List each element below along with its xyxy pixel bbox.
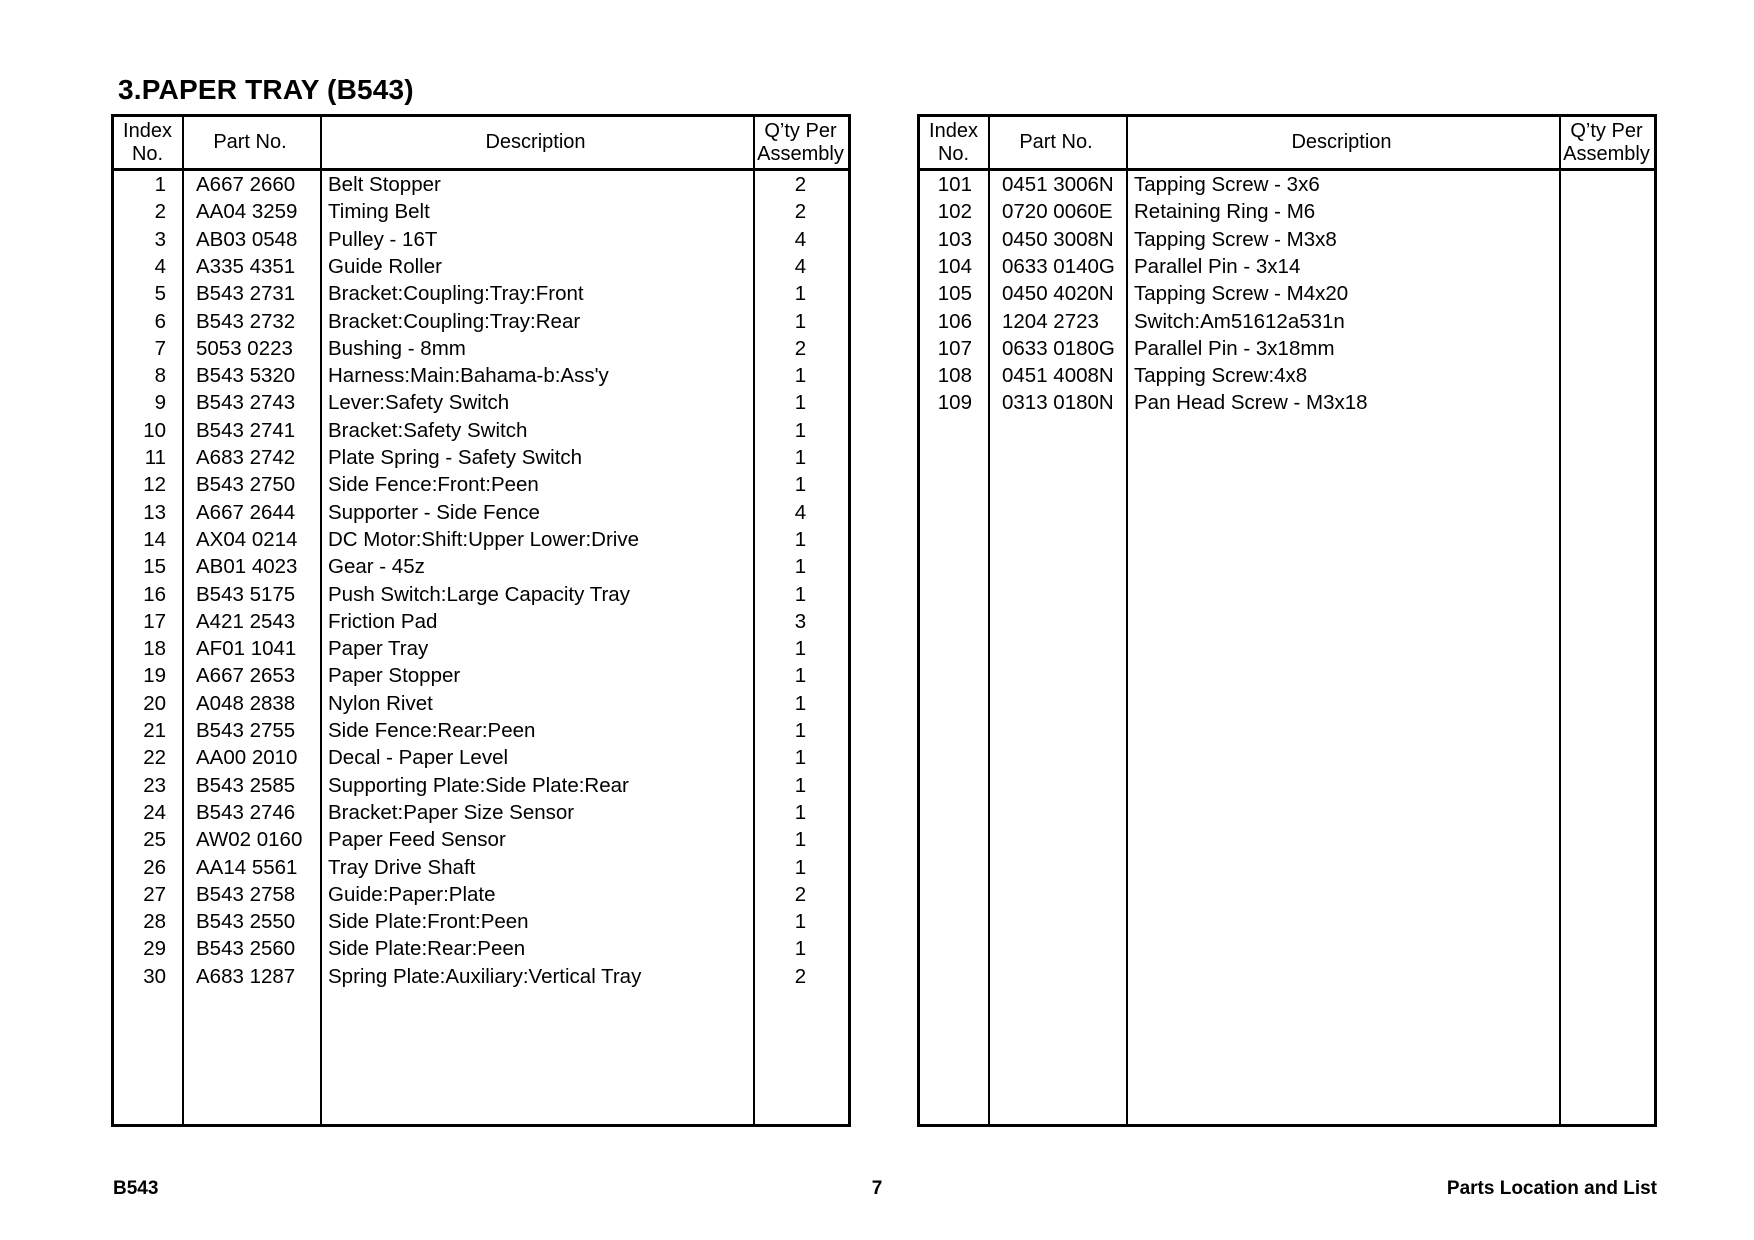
header-qty-line2: Assembly [1563, 142, 1650, 165]
header-part-no: Part No. [1019, 131, 1093, 153]
cell-index: 107 [937, 336, 972, 360]
table-row [114, 171, 848, 198]
table-row [114, 744, 848, 771]
cell-index: 104 [937, 254, 972, 278]
table-row [920, 308, 1654, 335]
cell-qty: 1 [794, 800, 807, 824]
cell-qty: 1 [794, 527, 807, 551]
header-qty-line1: Q’ty Per [1570, 119, 1643, 142]
cell-qty: 1 [794, 828, 807, 852]
table-row [114, 881, 848, 908]
table-row [920, 335, 1654, 362]
cell-qty: 1 [794, 664, 807, 688]
cell-description: Switch:Am51612a531n [1134, 309, 1345, 333]
cell-part-no: B543 2746 [196, 800, 296, 824]
table-row [114, 389, 848, 416]
cell-index: 20 [143, 691, 166, 715]
cell-description: Tapping Screw:4x8 [1134, 364, 1308, 388]
table-row [114, 198, 848, 225]
footer-section-title: Parts Location and List [1446, 1178, 1657, 1199]
cell-index: 24 [143, 800, 166, 824]
table-row [114, 226, 848, 253]
cell-qty: 1 [794, 637, 807, 661]
cell-qty: 1 [794, 364, 807, 388]
cell-description: Harness:Main:Bahama-b:Ass'y [328, 364, 609, 388]
cell-qty: 1 [794, 309, 807, 333]
cell-index: 105 [937, 282, 972, 306]
table-row [114, 526, 848, 553]
cell-part-no: A683 1287 [196, 964, 296, 988]
cell-part-no: B543 2560 [196, 937, 296, 961]
table-row [114, 471, 848, 498]
cell-description: Guide Roller [328, 254, 442, 278]
table-row [114, 662, 848, 689]
table-row [114, 717, 848, 744]
cell-qty: 1 [794, 391, 807, 415]
cell-part-no: A421 2543 [196, 609, 296, 633]
cell-description: Retaining Ring - M6 [1134, 200, 1316, 224]
cell-description: Bushing - 8mm [328, 336, 466, 360]
cell-part-no: B543 2585 [196, 773, 296, 797]
cell-qty: 1 [794, 719, 807, 742]
cell-qty: 4 [794, 254, 807, 278]
cell-qty: 2 [794, 964, 807, 988]
cell-qty: 1 [794, 773, 807, 797]
cell-index: 21 [143, 719, 166, 742]
cell-part-no: AB01 4023 [196, 555, 298, 579]
cell-description: Pan Head Screw - M3x18 [1134, 391, 1368, 415]
cell-qty: 1 [794, 555, 807, 579]
cell-part-no: AX04 0214 [196, 527, 298, 551]
table-row [114, 499, 848, 526]
cell-description: Tray Drive Shaft [328, 855, 476, 879]
cell-index: 109 [937, 391, 972, 415]
cell-description: Pulley - 16T [328, 227, 438, 251]
header-index [114, 117, 181, 168]
cell-description: Bracket:Safety Switch [328, 418, 528, 442]
cell-index: 10 [143, 418, 166, 442]
cell-part-no: AA04 3259 [196, 200, 298, 224]
header-index-line2: No. [937, 142, 970, 165]
cell-qty: 4 [794, 500, 807, 524]
cell-index: 1 [154, 173, 166, 196]
table-row [920, 280, 1654, 307]
table-row [920, 171, 1654, 198]
cell-description: Bracket:Coupling:Tray:Rear [328, 309, 581, 333]
cell-description: Paper Feed Sensor [328, 828, 506, 852]
cell-index: 101 [937, 173, 972, 196]
cell-part-no: AF01 1041 [196, 637, 297, 661]
cell-index: 26 [143, 855, 166, 879]
cell-description: Guide:Paper:Plate [328, 882, 496, 906]
header-qty [1559, 117, 1654, 168]
footer-page-number: 7 [871, 1178, 883, 1199]
cell-part-no: 0633 0180G [1002, 336, 1115, 360]
table-row [920, 198, 1654, 225]
cell-index: 30 [143, 964, 166, 988]
cell-qty: 2 [794, 336, 807, 360]
cell-description: Tapping Screw - 3x6 [1134, 173, 1320, 196]
table-row [114, 826, 848, 853]
header-qty [753, 117, 848, 168]
cell-index: 12 [143, 473, 166, 497]
cell-description: Paper Tray [328, 637, 429, 661]
table-row [114, 935, 848, 962]
cell-part-no: A683 2742 [196, 446, 296, 469]
table-row [114, 963, 848, 990]
cell-part-no: B543 2731 [196, 282, 296, 306]
cell-index: 17 [143, 609, 166, 633]
cell-qty: 1 [794, 937, 807, 961]
cell-part-no: A667 2660 [196, 173, 296, 196]
cell-index: 18 [143, 637, 166, 661]
cell-description: Parallel Pin - 3x18mm [1134, 336, 1335, 360]
cell-description: Side Plate:Front:Peen [328, 910, 529, 934]
table-row [114, 335, 848, 362]
cell-qty: 2 [794, 882, 807, 906]
cell-description: Side Plate:Rear:Peen [328, 937, 526, 961]
table-row [114, 280, 848, 307]
table-row [920, 362, 1654, 389]
header-description: Description [1291, 131, 1392, 153]
cell-index: 108 [937, 364, 972, 388]
cell-index: 7 [154, 336, 166, 360]
cell-part-no: B543 5175 [196, 582, 296, 606]
cell-part-no: A667 2644 [196, 500, 296, 524]
cell-index: 28 [143, 910, 166, 934]
cell-part-no: AA14 5561 [196, 855, 298, 879]
header-index-line1: Index [123, 119, 172, 142]
cell-description: DC Motor:Shift:Upper Lower:Drive [328, 527, 640, 551]
cell-qty: 1 [794, 910, 807, 934]
cell-description: Tapping Screw - M3x8 [1134, 227, 1337, 251]
cell-index: 5 [154, 282, 166, 306]
cell-part-no: B543 5320 [196, 364, 296, 388]
cell-index: 6 [154, 309, 166, 333]
cell-qty: 1 [794, 691, 807, 715]
cell-part-no: 5053 0223 [196, 336, 293, 360]
cell-part-no: B543 2758 [196, 882, 296, 906]
cell-index: 103 [937, 227, 972, 251]
cell-part-no: 0450 4020N [1002, 282, 1114, 306]
parts-table-right [917, 114, 1657, 1127]
table-row [114, 417, 848, 444]
cell-part-no: B543 2750 [196, 473, 296, 497]
table-row [114, 908, 848, 935]
cell-qty: 1 [794, 446, 807, 469]
cell-part-no: A667 2653 [196, 664, 296, 688]
cell-description: Side Fence:Rear:Peen [328, 719, 536, 742]
cell-index: 15 [143, 555, 166, 579]
cell-part-no: 0451 3006N [1002, 173, 1114, 196]
cell-description: Gear - 45z [328, 555, 425, 579]
cell-description: Plate Spring - Safety Switch [328, 446, 583, 469]
table-row [920, 389, 1654, 416]
cell-part-no: A048 2838 [196, 691, 296, 715]
cell-description: Timing Belt [328, 200, 430, 224]
cell-part-no: B543 2743 [196, 391, 296, 415]
cell-index: 106 [937, 309, 972, 333]
cell-description: Friction Pad [328, 609, 438, 633]
cell-description: Supporting Plate:Side Plate:Rear [328, 773, 629, 797]
cell-index: 9 [154, 391, 166, 415]
cell-index: 25 [143, 828, 166, 852]
cell-index: 16 [143, 582, 166, 606]
cell-qty: 1 [794, 418, 807, 442]
cell-part-no: B543 2741 [196, 418, 296, 442]
cell-part-no: A335 4351 [196, 254, 296, 278]
table-row [114, 799, 848, 826]
header-qty-line2: Assembly [757, 142, 844, 165]
cell-part-no: AB03 0548 [196, 227, 298, 251]
cell-qty: 2 [794, 200, 807, 224]
header-part-no: Part No. [213, 131, 287, 153]
cell-index: 13 [143, 500, 166, 524]
cell-description: Lever:Safety Switch [328, 391, 510, 415]
cell-description: Nylon Rivet [328, 691, 433, 715]
cell-qty: 3 [794, 609, 807, 633]
cell-index: 3 [154, 227, 166, 251]
table-header [114, 117, 848, 171]
table-row [114, 308, 848, 335]
cell-description: Bracket:Coupling:Tray:Front [328, 282, 584, 306]
cell-qty: 1 [794, 855, 807, 879]
cell-qty: 1 [794, 582, 807, 606]
cell-qty: 1 [794, 473, 807, 497]
table-row [114, 772, 848, 799]
cell-part-no: B543 2732 [196, 309, 296, 333]
cell-part-no: B543 2755 [196, 719, 296, 742]
header-index-line1: Index [929, 119, 978, 142]
cell-qty: 4 [794, 227, 807, 251]
page-title: 3.PAPER TRAY (B543) [118, 74, 414, 105]
table-row [114, 362, 848, 389]
table-row [114, 690, 848, 717]
cell-qty: 1 [794, 746, 807, 770]
cell-index: 11 [144, 446, 166, 469]
cell-qty: 2 [794, 173, 807, 196]
cell-index: 27 [143, 882, 166, 906]
table-row [114, 635, 848, 662]
cell-index: 8 [154, 364, 166, 388]
cell-index: 14 [143, 527, 166, 551]
table-row [114, 253, 848, 280]
cell-index: 23 [143, 773, 166, 797]
cell-part-no: 0450 3008N [1002, 227, 1114, 251]
cell-part-no: 0633 0140G [1002, 254, 1115, 278]
header-qty-line1: Q’ty Per [764, 119, 837, 142]
cell-part-no: 1204 2723 [1002, 309, 1099, 333]
cell-qty: 1 [794, 282, 807, 306]
cell-description: Tapping Screw - M4x20 [1134, 282, 1349, 306]
table-row [114, 608, 848, 635]
cell-part-no: AA00 2010 [196, 746, 298, 770]
cell-description: Decal - Paper Level [328, 746, 509, 770]
cell-description: Push Switch:Large Capacity Tray [328, 582, 630, 606]
cell-index: 22 [143, 746, 166, 770]
cell-description: Bracket:Paper Size Sensor [328, 800, 575, 824]
cell-index: 29 [143, 937, 166, 961]
footer-model: B543 [113, 1178, 159, 1199]
cell-index: 2 [154, 200, 166, 224]
cell-index: 4 [154, 254, 166, 278]
table-row [920, 253, 1654, 280]
header-index-line2: No. [131, 142, 164, 165]
parts-table-left [111, 114, 851, 1127]
table-row [114, 553, 848, 580]
cell-part-no: 0451 4008N [1002, 364, 1114, 388]
cell-part-no: 0720 0060E [1002, 200, 1113, 224]
cell-description: Spring Plate:Auxiliary:Vertical Tray [328, 964, 642, 988]
header-index [920, 117, 987, 168]
header-description: Description [485, 131, 586, 153]
table-row [114, 444, 848, 471]
table-row [920, 226, 1654, 253]
cell-index: 19 [143, 664, 166, 688]
cell-index: 102 [937, 200, 972, 224]
cell-part-no: 0313 0180N [1002, 391, 1114, 415]
cell-part-no: B543 2550 [196, 910, 296, 934]
cell-description: Belt Stopper [328, 173, 441, 196]
cell-description: Side Fence:Front:Peen [328, 473, 539, 497]
table-header [920, 117, 1654, 171]
table-row [114, 581, 848, 608]
table-row [114, 854, 848, 881]
cell-part-no: AW02 0160 [196, 828, 303, 852]
cell-description: Supporter - Side Fence [328, 500, 540, 524]
cell-description: Parallel Pin - 3x14 [1134, 254, 1301, 278]
cell-description: Paper Stopper [328, 664, 461, 688]
